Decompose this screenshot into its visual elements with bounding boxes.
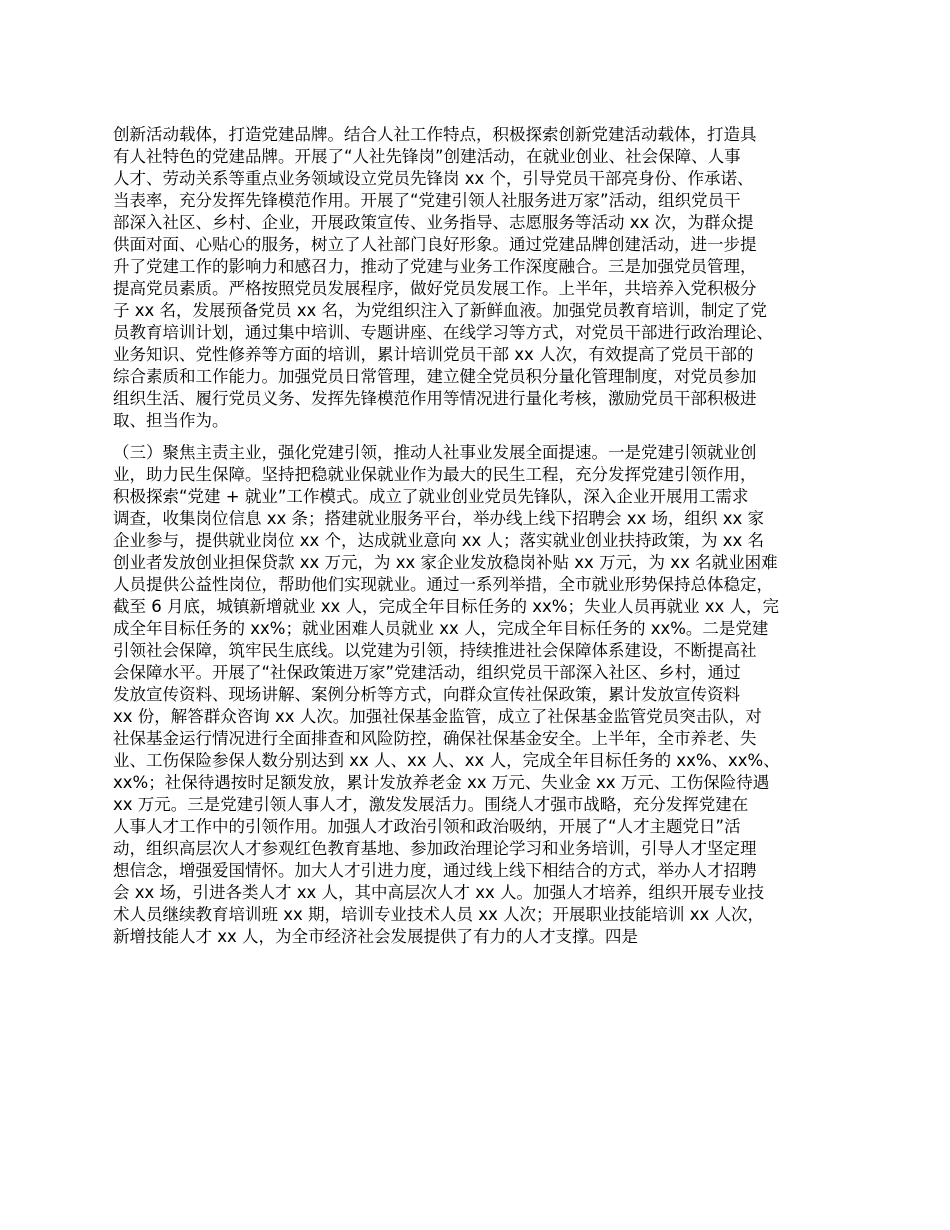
text-line: xx 份，解答群众咨询 xx 人次。加强社保基金监管，成立了社保基金监管党员突击队，对: [113, 707, 762, 726]
text-line: 会 xx 场，引进各类人才 xx 人，其中高层次人才 xx 人。加强人才培养，组织开展专业技: [113, 883, 765, 902]
text-line: 人才、劳动关系等重点业务领域设立党员先锋岗 xx 个，引导党员干部亮身份、作承诺、: [113, 169, 754, 188]
text-line: 企业参与，提供就业岗位 xx 个，达成就业意向 xx 人；落实就业创业扶持政策，为 xx 名: [113, 531, 765, 550]
text-line: 当表率，充分发挥先锋模范作用。开展了“党建引领人社服务进万家”活动，组织党员干: [113, 191, 741, 210]
text-line: 会保障水平。开展了“社保政策进万家”党建活动，组织党员干部深入社区、乡村，通过: [113, 663, 741, 682]
text-line: 业，助力民生保障。坚持把稳就业保就业作为最大的民生工程，充分发挥党建引领作用，: [113, 465, 757, 484]
text-line: xx 万元。三是党建引领人事人才，激发发展活力。围绕人才强市战略，充分发挥党建在: [113, 795, 749, 814]
text-line: 术人员继续教育培训班 xx 期，培训专业技术人员 xx 人次；开展职业技能培训 xx 人次，: [113, 905, 765, 924]
text-line: 社保基金运行情况进行全面排查和风险防控，确保社保基金安全。上半年，全市养老、失: [113, 729, 757, 748]
text-line: 供面对面、心贴心的服务，树立了人社部门良好形象。通过党建品牌创建活动，进一步提: [113, 235, 757, 254]
text-line: 综合素质和工作能力。加强党员日常管理，建立健全党员积分量化管理制度，对党员参加: [113, 367, 757, 386]
text-line: 发放宣传资料、现场讲解、案例分析等方式，向群众宣传社保政策，累计发放宣传资料: [113, 685, 740, 704]
text-line: 业务知识、党性修养等方面的培训，累计培训党员干部 xx 人次，有效提高了党员干部的: [113, 345, 754, 364]
text-line: 截至 6 月底，城镇新增就业 xx 人，完成全年目标任务的 xx%；失业人员再就业 xx 人，完: [113, 597, 779, 616]
text-line: 取、担当作为。: [113, 411, 229, 430]
text-line: 员教育培训计划，通过集中培训、专题讲座、在线学习等方式，对党员干部进行政治理论、: [113, 323, 773, 342]
paragraph-spacer: [113, 432, 858, 442]
text-line: 组织生活、履行党员义务、发挥先锋模范作用等情况进行量化考核，激励党员干部积极进: [113, 389, 757, 408]
text-line: （三）聚焦主责主业，强化党建引领，推动人社事业发展全面提速。一是党建引领就业创: [113, 443, 757, 462]
text-line: 动，组织高层次人才参观红色教育基地、参加政治理论学习和业务培训，引导人才坚定理: [113, 839, 757, 858]
text-line: 升了党建工作的影响力和感召力，推动了党建与业务工作深度融合。三是加强党员管理，: [113, 257, 757, 276]
paragraph-2: [113, 442, 858, 948]
text-line: 有人社特色的党建品牌。开展了“人社先锋岗”创建活动，在就业创业、社会保障、人事: [113, 147, 741, 166]
text-line: xx%；社保待遇按时足额发放，累计发放养老金 xx 万元、失业金 xx 万元、工伤保险待遇: [113, 773, 770, 792]
text-line: 人员提供公益性岗位，帮助他们实现就业。通过一系列举措，全市就业形势保持总体稳定，: [113, 575, 773, 594]
text-line: 提高党员素质。严格按照党员发展程序，做好党员发展工作。上半年，共培养入党积极分: [113, 279, 757, 298]
text-line: 人事人才工作中的引领作用。加强人才政治引领和政治吸纳，开展了“人才主题党日”活: [113, 817, 741, 836]
text-line: 创新活动载体，打造党建品牌。结合人社工作特点，积极探索创新党建活动载体，打造具: [113, 125, 757, 144]
text-line: 积极探索“党建 + 就业”工作模式。成立了就业创业党员先锋队，深入企业开展用工需求: [113, 487, 749, 506]
text-line: 成全年目标任务的 xx%；就业困难人员就业 xx 人，完成全年目标任务的 xx%。二是党建: [113, 619, 769, 638]
text-line: 创业者发放创业担保贷款 xx 万元，为 xx 家企业发放稳岗补贴 xx 万元，为 xx 名就业困难: [113, 553, 778, 572]
text-line: 引领社会保障，筑牢民生底线。以党建为引领，持续推进社会保障体系建设，不断提高社: [113, 641, 757, 660]
text-line: 部深入社区、乡村、企业，开展政策宣传、业务指导、志愿服务等活动 xx 次，为群众提: [113, 213, 754, 232]
text-line: 想信念，增强爱国情怀。加大人才引进力度，通过线上线下相结合的方式，举办人才招聘: [113, 861, 757, 880]
text-line: 业、工伤保险参保人数分别达到 xx 人、xx 人、xx 人，完成全年目标任务的 xx%、xx%、: [113, 751, 780, 770]
text-line: 子 xx 名，发展预备党员 xx 名，为党组织注入了新鲜血液。加强党员教育培训，制定了党: [113, 301, 768, 320]
paragraph-1: [113, 124, 858, 432]
document-body: [113, 124, 858, 948]
text-line: 调查，收集岗位信息 xx 条；搭建就业服务平台，举办线上线下招聘会 xx 场，组织 xx 家: [113, 509, 765, 528]
text-line: 新增技能人才 xx 人，为全市经济社会发展提供了有力的人才支撑。四是: [113, 927, 639, 946]
